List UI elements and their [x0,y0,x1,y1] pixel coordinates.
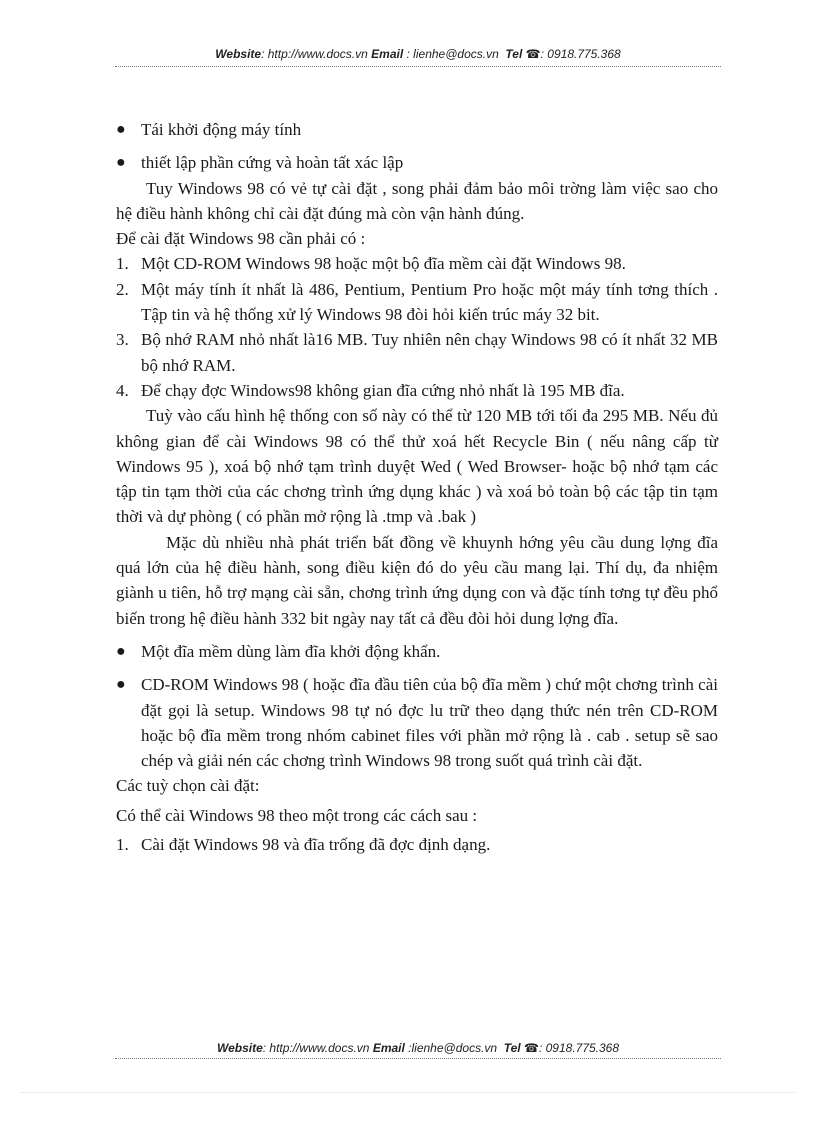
paragraph: Tuỳ vào cấu hình hệ thống con số này có thể từ 120 MB tới tối đa 295 MB. Nếu đủ không gian để cài Windows 98 có thể thử xoá hết Recycle Bin ( nếu nâng cấp từ Windows 95 ), xoá bộ nhớ tạm trình duyệt Wed ( Wed Browser- hoặc bộ nhớ tạm các tập tin tạm thời của các chơng trình ứng dụng khác ) và xoá bỏ toàn bộ các tập tin tạm thời và dự phòng ( có phần mở rộng là .tmp và .bak ) [116,406,718,527]
bullet-icon: ● [116,676,126,694]
numbered-item: 1. Cài đặt Windows 98 và đĩa trống đã đợc định dạng. [116,835,491,855]
paragraph: Các tuỳ chọn cài đặt: [116,776,260,796]
page-footer [115,1041,721,1055]
numbered-item: 2. Một máy tính ít nhất là 486, Pentium, Pentium Pro hoặc một máy tính tơng thích . Tập tin và hệ thống xử lý Windows 98 đòi hỏi kiến trúc máy 32 bit. [116,279,718,325]
header-email-label: Email [371,47,404,61]
numbered-item: 1. Một CD-ROM Windows 98 hoặc một bộ đĩa mềm cài đặt Windows 98. [116,254,626,274]
page-bottom-divider [20,1092,796,1093]
paragraph: Tuy Windows 98 có vẻ tự cài đặt , song phải đảm bảo môi trờng làm việc sao cho hệ điều hành không chỉ cài đặt đúng mà còn vận hành đúng. [116,178,718,223]
phone-icon: ☎ [525,47,541,61]
footer-website-label: Website [216,1041,263,1055]
paragraph: Mặc dù nhiều nhà phát triển bất đồng về khuynh hớng yêu cầu dung lợng đĩa quá lớn của hệ điều hành, song điều kiện đó do yêu cầu mang lại. Thí dụ, đa nhiệm giành u tiên, hỗ trợ mạng cài sẵn, chơng trình ứng dụng con và đặc tính tơng tự đều phổ biến trong hệ điều hành 332 bit ngày nay tất cả đều đòi hỏi dung lợng đĩa. [116,532,718,628]
numbered-item: 3. Bộ nhớ RAM nhỏ nhất là16 MB. Tuy nhiên nên chạy Windows 98 có ít nhất 32 MB bộ nhớ RAM. [116,330,718,375]
footer-email-value[interactable]: :lienhe@docs.vn [408,1041,498,1055]
document-body [116,117,718,857]
bullet-icon: ● [116,642,126,660]
footer-rule [115,1058,721,1059]
header-website-url[interactable]: : http://www.docs.vn [261,47,368,61]
paragraph: Có thể cài Windows 98 theo một trong các cách sau : [116,805,478,825]
list-item: ● Một đĩa mềm dùng làm đĩa khởi động khẩn. [116,639,718,664]
phone-icon: ☎ [524,1041,539,1055]
list-item: ● CD-ROM Windows 98 ( hoặc đĩa đầu tiên của bộ đĩa mềm ) chứ một chơng trình cài đặt gọi là setup. Windows 98 tự nó đợc lu trữ theo dạng thức nén trên CD-ROM hoặc bộ đĩa mềm trong nhóm cabinet files với phần mở rộng là . cab . setup sẽ sao chép và giải nén các chơng trình Windows 98 trong suốt quá trình cài đặt. [116,672,718,773]
list-item: ● thiết lập phần cứng và hoàn tất xác lập [116,150,718,175]
footer-email-label: Email [372,1041,405,1055]
footer-tel-label: Tel [503,1041,521,1055]
header-website-label: Website [215,47,262,61]
footer-website-url[interactable]: : http://www.docs.vn [262,1041,370,1055]
page-header [115,47,721,61]
header-tel-label: Tel [505,47,523,61]
list-item: ● Tái khởi động máy tính [116,117,718,142]
header-email-value[interactable]: : lienhe@docs.vn [406,47,499,61]
header-tel-value: : 0918.775.368 [540,47,621,61]
footer-tel-value: : 0918.775.368 [538,1041,620,1055]
bullet-icon: ● [116,121,126,138]
paragraph: Để cài đặt Windows 98 cần phải có : [116,229,366,249]
header-rule [115,66,721,67]
numbered-item: 4. Để chạy đợc Windows98 không gian đĩa cứng nhỏ nhất là 195 MB đĩa. [116,380,625,400]
bullet-icon: ● [116,154,126,172]
